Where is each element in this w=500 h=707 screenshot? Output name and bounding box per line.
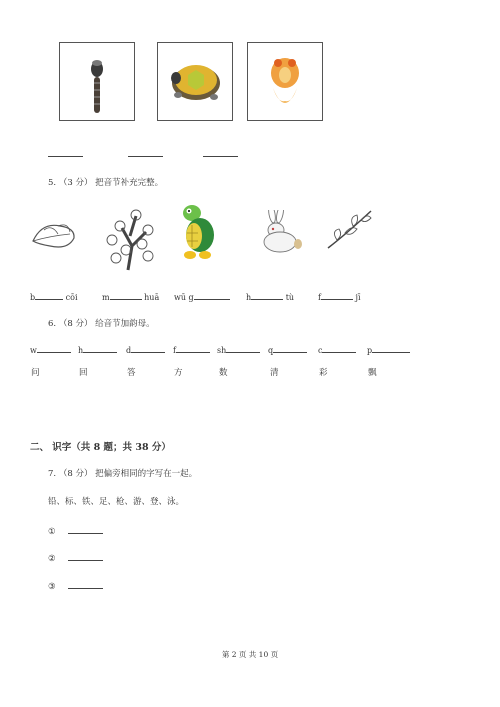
q6-char-8: 飘 bbox=[368, 368, 377, 378]
q6-initial-3-blank[interactable] bbox=[131, 344, 165, 353]
q5-syllable-5-blank[interactable] bbox=[321, 291, 353, 300]
q6-initial-4-label: f bbox=[173, 346, 176, 355]
turtle-picture bbox=[157, 42, 233, 121]
q7-item-2-marker: ② bbox=[48, 554, 56, 564]
q6-char-3: 答 bbox=[127, 368, 136, 378]
q6-score: （8 分） bbox=[58, 319, 93, 329]
q6-initial-8 bbox=[367, 344, 410, 355]
q6-initial-4 bbox=[173, 344, 210, 355]
q7-item-3-marker: ③ bbox=[48, 582, 56, 592]
q6-initial-7-label: c bbox=[318, 346, 323, 355]
q6-initial-2-label: h bbox=[78, 346, 84, 355]
q5-syllable-5-suffix: jī bbox=[355, 293, 361, 302]
q7-item-1 bbox=[48, 525, 103, 537]
q6-char-6: 清 bbox=[270, 368, 279, 378]
section-2-title: 二、 识字（共 8 题；共 38 分） bbox=[30, 442, 171, 453]
q6-initial-5-label: sh bbox=[217, 346, 227, 355]
q7-score: （8 分） bbox=[58, 469, 93, 479]
q6-initial-3-label: d bbox=[126, 346, 132, 355]
q6-initial-8-blank[interactable] bbox=[372, 344, 410, 353]
dragonfly-picture bbox=[59, 42, 135, 121]
goldfish-picture bbox=[247, 42, 323, 121]
q7-item-1-blank[interactable] bbox=[68, 525, 103, 534]
plum-blossom-picture bbox=[100, 206, 160, 272]
q4-answer-blank-2[interactable] bbox=[128, 156, 163, 157]
q6-initial-7 bbox=[318, 344, 356, 355]
q6-instruction: 给音节加韵母。 bbox=[95, 319, 155, 329]
q5-syllable-4 bbox=[246, 291, 294, 302]
q7-heading bbox=[48, 467, 197, 479]
q7-instruction: 把偏旁相同的字写在一起。 bbox=[95, 469, 198, 479]
page-footer: 第 2 页 共 10 页 bbox=[221, 650, 279, 659]
q7-item-3 bbox=[48, 580, 103, 592]
q4-answer-blank-3[interactable] bbox=[203, 156, 238, 157]
q5-syllable-1-prefix: b bbox=[30, 293, 36, 302]
q6-initial-1-label: w bbox=[30, 346, 37, 355]
q6-initial-6 bbox=[268, 344, 307, 355]
q6-char-7: 彩 bbox=[319, 368, 328, 378]
q6-initial-8-label: p bbox=[367, 346, 373, 355]
q5-syllable-2 bbox=[102, 291, 159, 302]
q5-heading bbox=[48, 176, 163, 188]
q6-heading bbox=[48, 317, 155, 329]
q6-char-2: 回 bbox=[79, 368, 88, 378]
q7-item-2 bbox=[48, 552, 103, 564]
q6-initial-2-blank[interactable] bbox=[83, 344, 117, 353]
q5-syllable-2-blank[interactable] bbox=[110, 291, 142, 300]
q6-char-1: 问 bbox=[31, 368, 40, 378]
cartoon-turtle-picture bbox=[178, 203, 218, 261]
q7-number: 7. bbox=[48, 469, 57, 479]
q5-score: （3 分） bbox=[58, 178, 93, 188]
q5-syllable-3-prefix: wū g bbox=[174, 293, 194, 302]
q5-syllable-4-prefix: h bbox=[246, 293, 252, 302]
q5-syllable-4-suffix: tù bbox=[285, 293, 295, 302]
q6-initial-2 bbox=[78, 344, 117, 355]
leaf-picture bbox=[30, 216, 80, 251]
q7-item-3-blank[interactable] bbox=[68, 580, 103, 589]
q6-initial-5-blank[interactable] bbox=[226, 344, 260, 353]
q5-syllable-1-suffix: cōi bbox=[65, 293, 78, 302]
q5-syllable-5-prefix: f bbox=[318, 293, 321, 302]
q5-syllable-3 bbox=[174, 291, 230, 302]
q5-instruction: 把音节补充完整。 bbox=[95, 178, 164, 188]
branch-picture bbox=[325, 207, 375, 251]
q7-item-1-marker: ① bbox=[48, 527, 56, 537]
q5-syllable-2-suffix: huā bbox=[144, 293, 160, 302]
q5-syllable-2-prefix: m bbox=[102, 293, 110, 302]
q5-number: 5. bbox=[48, 178, 57, 188]
q5-syllable-4-blank[interactable] bbox=[251, 291, 283, 300]
q6-initial-1 bbox=[30, 344, 71, 355]
q6-initial-3 bbox=[126, 344, 165, 355]
q6-initial-6-label: q bbox=[268, 346, 274, 355]
q7-word-list: 铅、标、铁、足、枪、游、登、泳。 bbox=[48, 497, 185, 507]
q6-initial-7-blank[interactable] bbox=[322, 344, 356, 353]
q6-number: 6. bbox=[48, 319, 57, 329]
q6-initial-5 bbox=[217, 344, 260, 355]
q4-answer-blank-1[interactable] bbox=[48, 156, 83, 157]
q5-syllable-1-blank[interactable] bbox=[35, 291, 63, 300]
q6-initial-4-blank[interactable] bbox=[176, 344, 210, 353]
q5-syllable-3-blank[interactable] bbox=[194, 291, 230, 300]
q6-char-5: 数 bbox=[219, 368, 228, 378]
q7-item-2-blank[interactable] bbox=[68, 552, 103, 561]
rabbit-picture bbox=[256, 210, 306, 254]
q5-syllable-1 bbox=[30, 291, 78, 302]
q6-initial-1-blank[interactable] bbox=[37, 344, 71, 353]
q6-char-4: 方 bbox=[174, 368, 183, 378]
q6-initial-6-blank[interactable] bbox=[273, 344, 307, 353]
q5-syllable-5 bbox=[318, 291, 361, 302]
